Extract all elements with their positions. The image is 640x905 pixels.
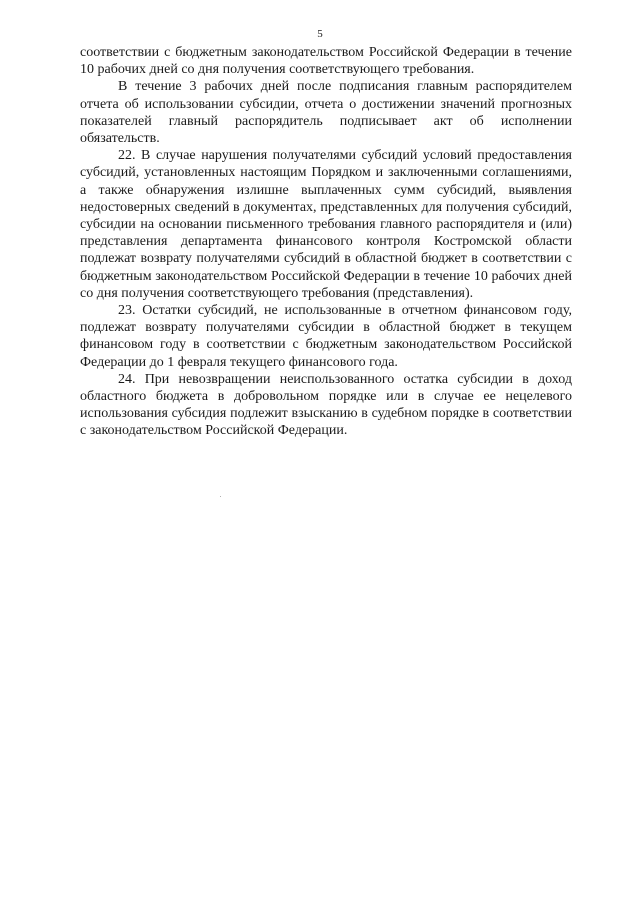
paragraph-continuation: соответствии с бюджетным законодательством Российской Федерации в течение 10 рабочих дней со дня получения соответствующего требования. — [80, 45, 572, 78]
paragraph-23: 23. Остатки субсидий, не использованные в отчетном финансовом году, подлежат возврату получателями субсидии в областной бюджет в текущем финансовом году в соответствии с бюджетным законодательством Российской Федерации до 1 февраля текущего финансового года. — [80, 303, 572, 370]
paragraph-24: 24. При невозвращении неиспользованного остатка субсидии в доход областного бюджета в добровольном порядке или в случае ее нецелевого использования субсидия подлежит взысканию в судебном порядке в соответствии с законодательством Российской Федерации. — [80, 371, 572, 439]
paragraph-22: 22. В случае нарушения получателями субсидий условий предоставления субсидий, установленных настоящим Порядком и заключенными соглашениями, а также обнаружения излишне выплаченных сумм субсидий, выявления недостоверных сведений в документах, представленных для получения субсидий, субсидии на основании письменного требования главного распорядителя и (или) представления департамента финансового контроля Костромской области подлежат возврату получателями субсидий в областной бюджет в соответствии с бюджетным законодательством Российской Федерации в течение 10 рабочих дней со дня получения соответствующего требования (представления). — [80, 148, 572, 301]
page-number: 5 — [317, 28, 323, 40]
paragraph-act-signing: В течение 3 рабочих дней после подписания главным распорядителем отчета об использовании субсидии, отчета о достижении значений прогнозных показателей главный распорядитель подписывает акт об исполнении обязательств. — [80, 79, 572, 147]
document-body — [80, 44, 572, 440]
scan-speck — [220, 496, 221, 497]
